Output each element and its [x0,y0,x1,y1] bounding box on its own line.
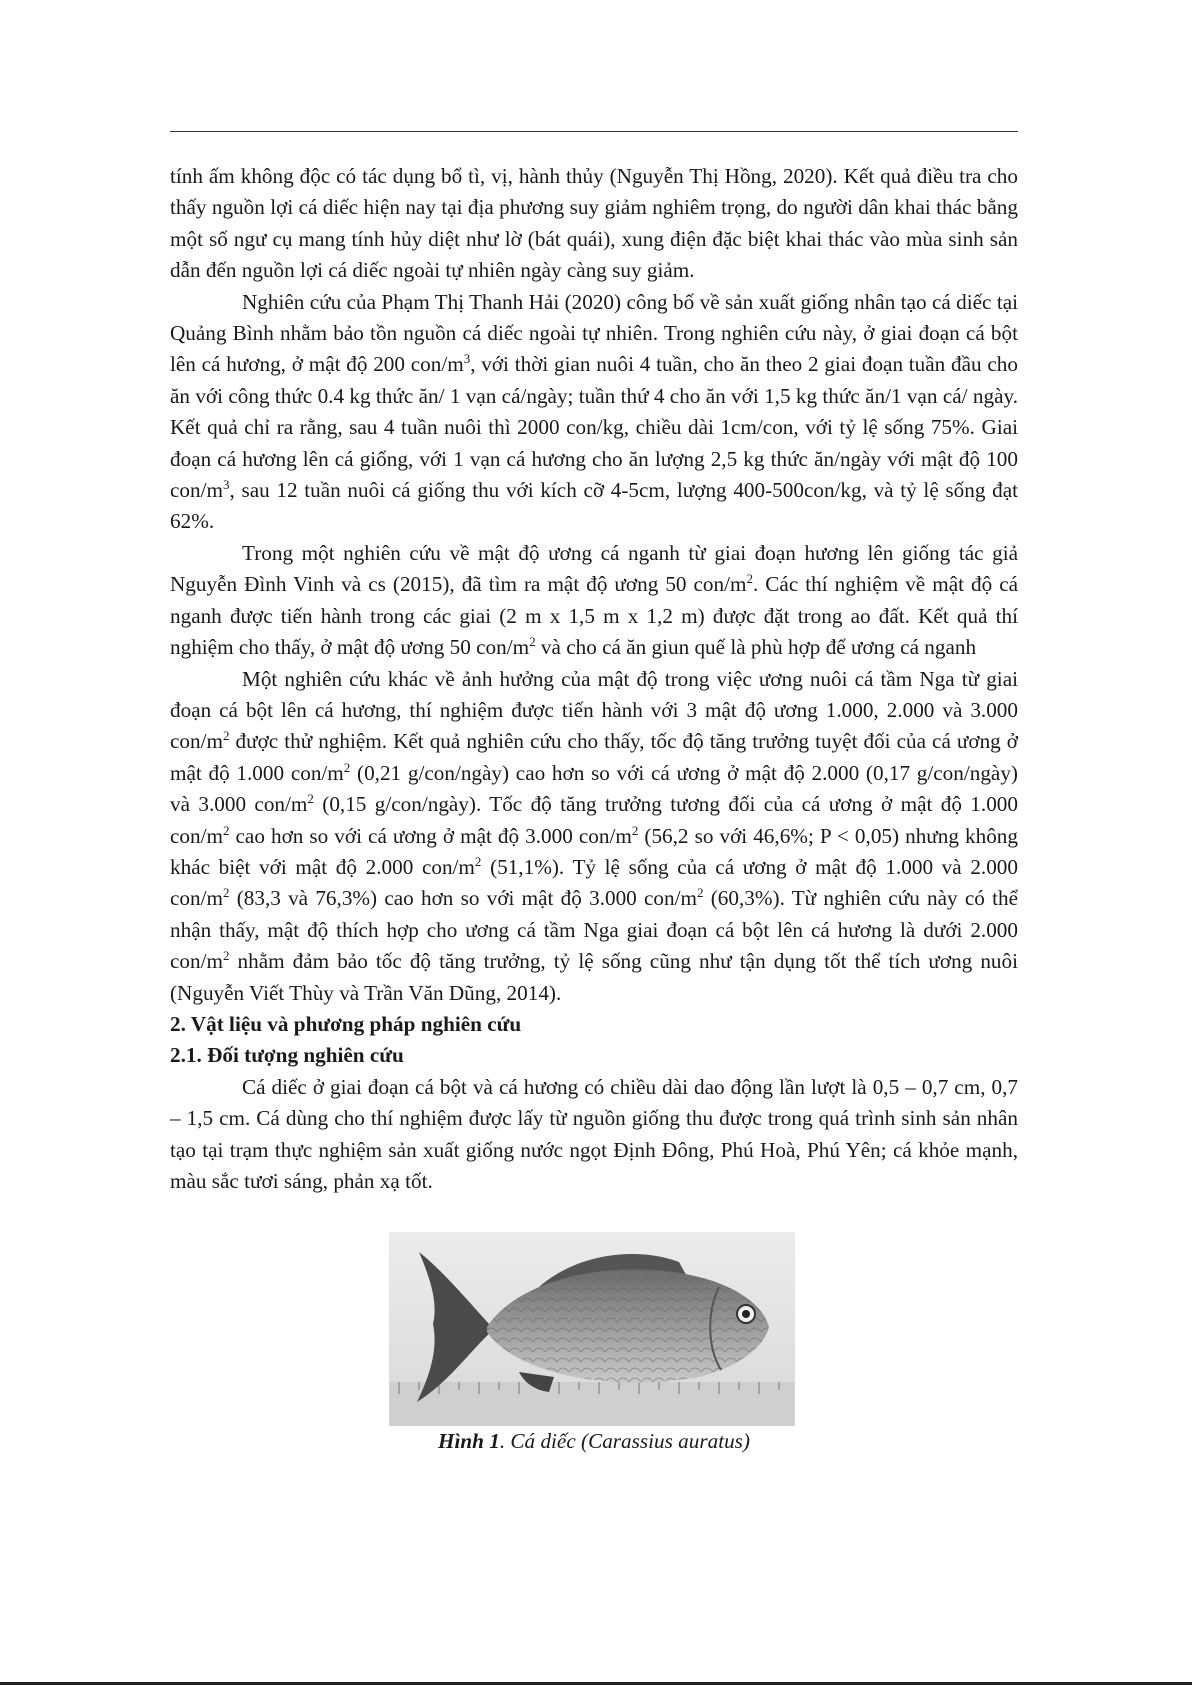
paragraph-2: Nghiên cứu của Phạm Thị Thanh Hải (2020) công bố về sản xuất giống nhân tạo cá diếc tại Quảng Bình nhằm bảo tồn nguồn cá diếc ngoài tự nhiên. Trong nghiên cứu này, ở giai đoạn cá bột lên cá hương, ở mật độ 200 con/$m^3$, với thời gian nuôi 4 tuần, cho ăn theo 2 giai đoạn tuần đầu cho ăn với công thức 0.4 kg thức ăn/ 1 vạn cá/ngày; tuần thứ 4 cho ăn với 1,5 kg thức ăn/1 vạn cá/ ngày. Kết quả chỉ ra rằng, sau 4 tuần nuôi thì 2000 con/kg, chiều dài 1cm/con, với tỷ lệ sống 75%. Giai đoạn cá hương lên cá giống, với 1 vạn cá hương cho ăn lượng 2,5 kg thức ăn/ngày với mật độ 100 con/$m^3$, sau 12 tuần nuôi cá giống thu với kích cỡ 4-5cm, lượng 400-500con/kg, và tỷ lệ sống đạt 62%. [170,289,1018,534]
ruler [389,1382,795,1426]
paragraph-5: Cá diếc ở giai đoạn cá bột và cá hương có chiều dài dao động lần lượt là 0,5 – 0,7 cm, 0,7 – 1,5 cm. Cá dùng cho thí nghiệm được lấy từ nguồn giống thu được trong quá trình sinh sản nhân tạo tại trạm thực nghiệm sản xuất giống nước ngọt Định Đông, Phú Hoà, Phú Yên; cá khỏe mạnh, màu sắc tươi sáng, phản xạ tốt. [170,1074,1018,1193]
section-heading-2: 2. Vật liệu và phương pháp nghiên cứu [170,1011,522,1036]
fish-photo [389,1232,795,1426]
figure-caption: Hình 1. Cá diếc (Carassius auratus) [438,1429,750,1453]
paragraph-1: tính ấm không độc có tác dụng bổ tì, vị, hành thủy (Nguyễn Thị Hồng, 2020). Kết quả điều tra cho thấy nguồn lợi cá diếc hiện nay tại địa phương suy giảm nghiêm trọng, do người dân khai thác bằng một số ngư cụ mang tính hủy diệt như lờ (bát quái), xung điện đặc biệt khai thác vào mùa sinh sản dẫn đến nguồn lợi cá diếc ngoài tự nhiên ngày càng suy giảm. [170,164,1018,283]
paragraph-3: Trong một nghiên cứu về mật độ ương cá nganh từ giai đoạn hương lên giống tác giả Nguyễn Đình Vinh và cs (2015), đã tìm ra mật độ ương 50 con/$m^2$. Các thí nghiệm về mật độ cá nganh được tiến hành trong các giai (2 m x 1,5 m x 1,2 m) được đặt trong ao đất. Kết quả thí nghiệm cho thấy, ở mật độ ương 50 con/$m^2$ và cho cá ăn giun quế là phù hợp để ương cá nganh [170,540,1019,660]
body-text [170,161,1018,1197]
header-rule [170,131,1018,132]
paragraph-4: Một nghiên cứu khác về ảnh hưởng của mật độ trong việc ương nuôi cá tầm Nga từ giai đoạn cá bột lên cá hương, thí nghiệm được tiến hành với 3 mật độ ương 1.000, 2.000 và 3.000 con/$m^2$ được thử nghiệm. Kết quả nghiên cứu cho thấy, tốc độ tăng trưởng tuyệt đối của cá ương ở mật độ 1.000 con/$m^2$ (0,21 g/con/ngày) cao hơn so với cá ương ở mật độ 2.000 (0,17 g/con/ngày) và 3.000 con/$m^2$ (0,15 g/con/ngày). Tốc độ tăng trưởng tương đối của cá ương ở mật độ 1.000 con/$m^2$ cao hơn so với cá ương ở mật độ 3.000 con/$m^2$ (56,2 so với 46,6%; P < 0,05) nhưng không khác biệt với mật độ 2.000 con/$m^2$ (51,1%). Tỷ lệ sống của cá ương ở mật độ 1.000 và 2.000 con/$m^2$ (83,3 và 76,3%) cao hơn so với mật độ 3.000 con/$m^2$ (60,3%). Từ nghiên cứu này có thể nhận thấy, mật độ thích hợp cho ương cá tầm Nga giai đoạn cá bột lên cá hương là dưới 2.000 con/$m^2$ nhằm đảm bảo tốc độ tăng trưởng, tỷ lệ sống cũng như tận dụng tốt thể tích ương nuôi (Nguyễn Viết Thùy và Trần Văn Dũng, 2014). [170,666,1018,1005]
section-heading-2-1: 2.1. Đối tượng nghiên cứu [170,1043,404,1068]
figure-label: Hình 1 [438,1429,500,1453]
